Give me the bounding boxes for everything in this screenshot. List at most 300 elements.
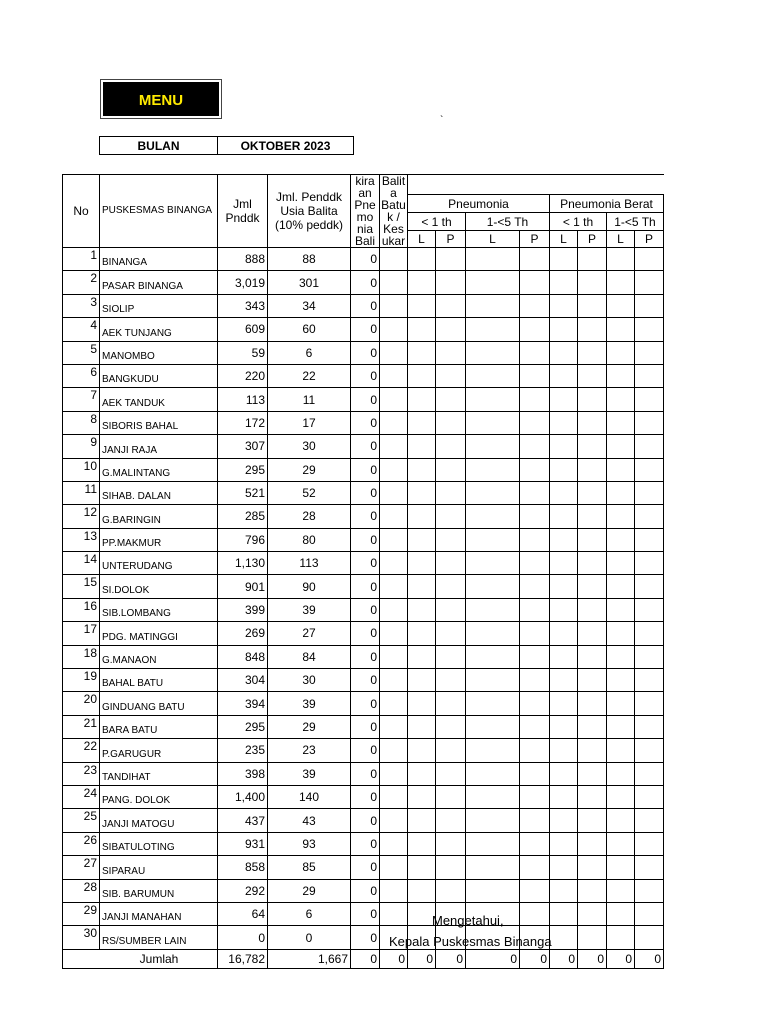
empty-cell[interactable] <box>607 785 635 808</box>
empty-cell[interactable] <box>635 762 664 785</box>
empty-cell[interactable] <box>578 739 607 762</box>
empty-cell[interactable] <box>408 645 436 668</box>
empty-cell[interactable] <box>408 832 436 855</box>
empty-cell[interactable] <box>578 271 607 294</box>
empty-cell[interactable] <box>550 364 578 387</box>
empty-cell[interactable] <box>380 528 408 551</box>
empty-cell[interactable] <box>550 739 578 762</box>
pneumonia-estimate: 0 <box>351 832 380 855</box>
empty-cell[interactable] <box>520 715 550 738</box>
empty-cell[interactable] <box>635 505 664 528</box>
empty-cell[interactable] <box>466 294 520 317</box>
empty-cell[interactable] <box>466 528 520 551</box>
empty-cell[interactable] <box>607 458 635 481</box>
pneumonia-estimate: 0 <box>351 926 380 949</box>
balita-value: 88 <box>268 248 351 271</box>
empty-cell[interactable] <box>408 435 436 458</box>
empty-cell[interactable] <box>578 528 607 551</box>
pneumonia-estimate: 0 <box>351 481 380 504</box>
empty-cell[interactable] <box>436 318 466 341</box>
empty-cell[interactable] <box>466 248 520 271</box>
empty-cell[interactable] <box>607 856 635 879</box>
empty-cell[interactable] <box>578 294 607 317</box>
empty-cell[interactable] <box>520 341 550 364</box>
empty-cell[interactable] <box>380 856 408 879</box>
empty-cell[interactable] <box>466 692 520 715</box>
empty-cell[interactable] <box>466 458 520 481</box>
empty-cell[interactable] <box>635 435 664 458</box>
empty-cell[interactable] <box>466 809 520 832</box>
empty-cell[interactable] <box>550 762 578 785</box>
empty-cell[interactable] <box>550 505 578 528</box>
empty-cell[interactable] <box>380 411 408 434</box>
empty-cell[interactable] <box>520 902 550 925</box>
empty-cell[interactable] <box>550 481 578 504</box>
empty-cell[interactable] <box>436 458 466 481</box>
table-row <box>63 926 664 949</box>
row-number: 23 <box>63 762 100 785</box>
pnddk-value: 1,400 <box>218 785 268 808</box>
empty-cell[interactable] <box>520 552 550 575</box>
empty-cell[interactable] <box>408 341 436 364</box>
empty-cell[interactable] <box>520 271 550 294</box>
empty-cell[interactable] <box>520 458 550 481</box>
empty-cell[interactable] <box>380 645 408 668</box>
empty-cell[interactable] <box>408 411 436 434</box>
empty-cell[interactable] <box>635 785 664 808</box>
empty-cell[interactable] <box>466 481 520 504</box>
pnddk-value: 888 <box>218 248 268 271</box>
empty-cell[interactable] <box>635 598 664 621</box>
empty-cell[interactable] <box>607 248 635 271</box>
empty-cell[interactable] <box>550 318 578 341</box>
empty-cell[interactable] <box>520 388 550 411</box>
empty-cell[interactable] <box>436 481 466 504</box>
empty-cell[interactable] <box>408 248 436 271</box>
empty-cell[interactable] <box>436 645 466 668</box>
empty-cell[interactable] <box>635 902 664 925</box>
empty-cell[interactable] <box>466 575 520 598</box>
empty-cell[interactable] <box>578 926 607 949</box>
empty-cell[interactable] <box>635 411 664 434</box>
empty-cell[interactable] <box>520 411 550 434</box>
empty-cell[interactable] <box>550 785 578 808</box>
empty-cell[interactable] <box>520 598 550 621</box>
empty-cell[interactable] <box>578 318 607 341</box>
empty-cell[interactable] <box>520 248 550 271</box>
empty-cell[interactable] <box>520 762 550 785</box>
empty-cell[interactable] <box>635 388 664 411</box>
empty-cell[interactable] <box>466 364 520 387</box>
empty-cell[interactable] <box>408 364 436 387</box>
empty-cell[interactable] <box>550 598 578 621</box>
empty-cell[interactable] <box>408 481 436 504</box>
empty-cell[interactable] <box>380 505 408 528</box>
empty-cell[interactable] <box>607 388 635 411</box>
pneumonia-estimate: 0 <box>351 248 380 271</box>
empty-cell[interactable] <box>408 785 436 808</box>
empty-cell[interactable] <box>578 715 607 738</box>
empty-cell[interactable] <box>578 388 607 411</box>
row-number: 12 <box>63 505 100 528</box>
empty-cell[interactable] <box>408 622 436 645</box>
empty-cell[interactable] <box>520 692 550 715</box>
empty-cell[interactable] <box>550 341 578 364</box>
empty-cell[interactable] <box>550 692 578 715</box>
empty-cell[interactable] <box>380 435 408 458</box>
empty-cell[interactable] <box>635 481 664 504</box>
empty-cell[interactable] <box>380 341 408 364</box>
empty-cell[interactable] <box>466 318 520 341</box>
empty-cell[interactable] <box>520 785 550 808</box>
empty-cell[interactable] <box>635 552 664 575</box>
empty-cell[interactable] <box>550 411 578 434</box>
empty-cell[interactable] <box>380 669 408 692</box>
empty-cell[interactable] <box>550 832 578 855</box>
month-value[interactable]: OKTOBER 2023 <box>218 137 354 155</box>
empty-cell[interactable] <box>436 435 466 458</box>
empty-cell[interactable] <box>466 879 520 902</box>
total-balita: 1,667 <box>268 949 351 968</box>
empty-cell[interactable] <box>550 715 578 738</box>
empty-cell[interactable] <box>550 458 578 481</box>
empty-cell[interactable] <box>550 926 578 949</box>
empty-cell[interactable] <box>635 622 664 645</box>
empty-cell[interactable] <box>607 622 635 645</box>
empty-cell[interactable] <box>635 458 664 481</box>
empty-cell[interactable] <box>408 598 436 621</box>
empty-cell[interactable] <box>578 692 607 715</box>
empty-cell[interactable] <box>607 505 635 528</box>
empty-cell[interactable] <box>436 809 466 832</box>
empty-cell[interactable] <box>520 879 550 902</box>
empty-cell[interactable] <box>408 669 436 692</box>
empty-cell[interactable] <box>578 341 607 364</box>
empty-cell[interactable] <box>578 575 607 598</box>
empty-cell[interactable] <box>380 388 408 411</box>
empty-cell[interactable] <box>520 575 550 598</box>
empty-cell[interactable] <box>550 248 578 271</box>
empty-cell[interactable] <box>408 575 436 598</box>
empty-cell[interactable] <box>635 528 664 551</box>
empty-cell[interactable] <box>466 435 520 458</box>
row-number: 16 <box>63 598 100 621</box>
empty-cell[interactable] <box>380 318 408 341</box>
empty-cell[interactable] <box>635 271 664 294</box>
empty-cell[interactable] <box>466 411 520 434</box>
empty-cell[interactable] <box>607 832 635 855</box>
empty-cell[interactable] <box>635 926 664 949</box>
empty-cell[interactable] <box>408 528 436 551</box>
empty-cell[interactable] <box>607 902 635 925</box>
empty-cell[interactable] <box>550 552 578 575</box>
header-l: L <box>408 231 436 248</box>
row-number: 18 <box>63 645 100 668</box>
puskesmas-name: BANGKUDU <box>100 364 218 387</box>
empty-cell[interactable] <box>607 318 635 341</box>
empty-cell[interactable] <box>466 762 520 785</box>
empty-cell[interactable] <box>466 785 520 808</box>
empty-cell[interactable] <box>380 902 408 925</box>
empty-cell[interactable] <box>436 832 466 855</box>
empty-cell[interactable] <box>550 669 578 692</box>
empty-cell[interactable] <box>578 809 607 832</box>
balita-value: 43 <box>268 809 351 832</box>
empty-cell[interactable] <box>466 388 520 411</box>
pnddk-value: 521 <box>218 481 268 504</box>
empty-cell[interactable] <box>607 926 635 949</box>
empty-cell[interactable] <box>607 739 635 762</box>
empty-cell[interactable] <box>550 902 578 925</box>
empty-cell[interactable] <box>550 622 578 645</box>
menu-button[interactable] <box>103 82 219 116</box>
empty-cell[interactable] <box>550 645 578 668</box>
empty-cell[interactable] <box>550 879 578 902</box>
empty-cell[interactable] <box>635 832 664 855</box>
table-row <box>63 505 664 528</box>
empty-cell[interactable] <box>635 669 664 692</box>
empty-cell[interactable] <box>578 832 607 855</box>
empty-cell[interactable] <box>408 692 436 715</box>
empty-cell[interactable] <box>550 856 578 879</box>
empty-cell[interactable] <box>635 645 664 668</box>
empty-cell[interactable] <box>408 809 436 832</box>
empty-cell[interactable] <box>607 809 635 832</box>
empty-cell[interactable] <box>607 364 635 387</box>
empty-cell[interactable] <box>520 318 550 341</box>
empty-cell[interactable] <box>466 832 520 855</box>
empty-cell[interactable] <box>466 669 520 692</box>
empty-cell[interactable] <box>578 669 607 692</box>
puskesmas-name: P.GARUGUR <box>100 739 218 762</box>
empty-cell[interactable] <box>466 271 520 294</box>
empty-cell[interactable] <box>635 341 664 364</box>
empty-cell[interactable] <box>466 341 520 364</box>
empty-cell[interactable] <box>466 505 520 528</box>
empty-cell[interactable] <box>550 271 578 294</box>
empty-cell[interactable] <box>520 528 550 551</box>
pneumonia-estimate: 0 <box>351 902 380 925</box>
empty-cell[interactable] <box>520 856 550 879</box>
empty-cell[interactable] <box>436 248 466 271</box>
empty-cell[interactable] <box>578 645 607 668</box>
empty-cell[interactable] <box>380 692 408 715</box>
empty-cell[interactable] <box>578 902 607 925</box>
empty-cell[interactable] <box>607 271 635 294</box>
empty-cell[interactable] <box>578 762 607 785</box>
empty-cell[interactable] <box>466 715 520 738</box>
empty-cell[interactable] <box>520 832 550 855</box>
pneumonia-estimate: 0 <box>351 505 380 528</box>
empty-cell[interactable] <box>607 879 635 902</box>
empty-cell[interactable] <box>635 248 664 271</box>
empty-cell[interactable] <box>520 669 550 692</box>
empty-cell[interactable] <box>578 622 607 645</box>
empty-cell[interactable] <box>550 294 578 317</box>
empty-cell[interactable] <box>408 271 436 294</box>
empty-cell[interactable] <box>380 248 408 271</box>
empty-cell[interactable] <box>466 645 520 668</box>
empty-cell[interactable] <box>578 552 607 575</box>
row-number: 20 <box>63 692 100 715</box>
empty-cell[interactable] <box>520 505 550 528</box>
balita-value: 30 <box>268 669 351 692</box>
puskesmas-name: RS/SUMBER LAIN <box>100 926 218 949</box>
table-row <box>63 341 664 364</box>
empty-cell[interactable] <box>436 505 466 528</box>
empty-cell[interactable] <box>436 739 466 762</box>
empty-cell[interactable] <box>436 271 466 294</box>
empty-cell[interactable] <box>578 435 607 458</box>
empty-cell[interactable] <box>635 692 664 715</box>
empty-cell[interactable] <box>380 762 408 785</box>
empty-cell[interactable] <box>607 341 635 364</box>
empty-cell[interactable] <box>466 739 520 762</box>
empty-cell[interactable] <box>408 715 436 738</box>
empty-cell[interactable] <box>578 364 607 387</box>
empty-cell[interactable] <box>578 481 607 504</box>
empty-cell[interactable] <box>380 622 408 645</box>
empty-cell[interactable] <box>635 809 664 832</box>
empty-cell[interactable] <box>380 364 408 387</box>
empty-cell[interactable] <box>408 505 436 528</box>
empty-cell[interactable] <box>436 341 466 364</box>
empty-cell[interactable] <box>635 318 664 341</box>
empty-cell[interactable] <box>550 528 578 551</box>
empty-cell[interactable] <box>466 856 520 879</box>
empty-cell[interactable] <box>408 294 436 317</box>
empty-cell[interactable] <box>408 762 436 785</box>
empty-cell[interactable] <box>436 715 466 738</box>
header-pneumonia-berat: Pneumonia Berat <box>550 195 664 213</box>
balita-value: 39 <box>268 598 351 621</box>
empty-cell[interactable] <box>607 715 635 738</box>
empty-cell[interactable] <box>436 785 466 808</box>
empty-cell[interactable] <box>408 879 436 902</box>
empty-cell[interactable] <box>466 552 520 575</box>
total-cell: 0 <box>550 949 578 968</box>
empty-cell[interactable] <box>550 388 578 411</box>
empty-cell[interactable] <box>436 879 466 902</box>
empty-cell[interactable] <box>436 575 466 598</box>
pneumonia-report-table <box>62 174 664 969</box>
empty-cell[interactable] <box>607 762 635 785</box>
empty-cell[interactable] <box>380 575 408 598</box>
empty-cell[interactable] <box>578 856 607 879</box>
empty-cell[interactable] <box>408 739 436 762</box>
empty-cell[interactable] <box>578 879 607 902</box>
empty-cell[interactable] <box>380 552 408 575</box>
empty-cell[interactable] <box>607 435 635 458</box>
empty-cell[interactable] <box>607 411 635 434</box>
empty-cell[interactable] <box>436 364 466 387</box>
empty-cell[interactable] <box>635 739 664 762</box>
empty-cell[interactable] <box>408 388 436 411</box>
empty-cell[interactable] <box>635 715 664 738</box>
empty-cell[interactable] <box>436 622 466 645</box>
empty-cell[interactable] <box>607 294 635 317</box>
empty-cell[interactable] <box>436 411 466 434</box>
empty-cell[interactable] <box>436 856 466 879</box>
empty-cell[interactable] <box>408 458 436 481</box>
empty-cell[interactable] <box>578 248 607 271</box>
empty-cell[interactable] <box>520 364 550 387</box>
empty-cell[interactable] <box>635 575 664 598</box>
empty-cell[interactable] <box>408 318 436 341</box>
empty-cell[interactable] <box>408 856 436 879</box>
empty-cell[interactable] <box>436 552 466 575</box>
header-p: P <box>635 231 664 248</box>
empty-cell[interactable] <box>520 809 550 832</box>
empty-cell[interactable] <box>607 575 635 598</box>
empty-cell[interactable] <box>550 435 578 458</box>
empty-cell[interactable] <box>607 528 635 551</box>
empty-cell[interactable] <box>520 622 550 645</box>
empty-cell[interactable] <box>380 739 408 762</box>
empty-cell[interactable] <box>520 645 550 668</box>
empty-cell[interactable] <box>380 294 408 317</box>
empty-cell[interactable] <box>380 785 408 808</box>
row-number: 25 <box>63 809 100 832</box>
empty-cell[interactable] <box>380 271 408 294</box>
row-number: 28 <box>63 879 100 902</box>
empty-cell[interactable] <box>380 598 408 621</box>
empty-cell[interactable] <box>578 785 607 808</box>
empty-cell[interactable] <box>380 832 408 855</box>
empty-cell[interactable] <box>520 481 550 504</box>
table-row <box>63 271 664 294</box>
empty-cell[interactable] <box>607 481 635 504</box>
empty-cell[interactable] <box>408 552 436 575</box>
balita-value: 23 <box>268 739 351 762</box>
empty-cell[interactable] <box>635 364 664 387</box>
empty-cell[interactable] <box>607 692 635 715</box>
empty-cell[interactable] <box>520 739 550 762</box>
empty-cell[interactable] <box>380 715 408 738</box>
empty-cell[interactable] <box>607 645 635 668</box>
empty-cell[interactable] <box>578 598 607 621</box>
empty-cell[interactable] <box>607 598 635 621</box>
row-number: 17 <box>63 622 100 645</box>
pnddk-value: 931 <box>218 832 268 855</box>
empty-cell[interactable] <box>607 669 635 692</box>
empty-cell[interactable] <box>436 669 466 692</box>
empty-cell[interactable] <box>550 575 578 598</box>
empty-cell[interactable] <box>436 294 466 317</box>
empty-cell[interactable] <box>436 692 466 715</box>
empty-cell[interactable] <box>436 388 466 411</box>
empty-cell[interactable] <box>578 411 607 434</box>
empty-cell[interactable] <box>550 809 578 832</box>
empty-cell[interactable] <box>520 435 550 458</box>
empty-cell[interactable] <box>436 762 466 785</box>
empty-cell[interactable] <box>466 598 520 621</box>
empty-cell[interactable] <box>380 809 408 832</box>
empty-cell[interactable] <box>635 294 664 317</box>
empty-cell[interactable] <box>380 481 408 504</box>
empty-cell[interactable] <box>520 294 550 317</box>
empty-cell[interactable] <box>436 598 466 621</box>
empty-cell[interactable] <box>607 552 635 575</box>
empty-cell[interactable] <box>466 622 520 645</box>
empty-cell[interactable] <box>578 505 607 528</box>
empty-cell[interactable] <box>380 879 408 902</box>
empty-cell[interactable] <box>380 458 408 481</box>
empty-cell[interactable] <box>635 856 664 879</box>
empty-cell[interactable] <box>436 528 466 551</box>
empty-cell[interactable] <box>635 879 664 902</box>
empty-cell[interactable] <box>578 458 607 481</box>
